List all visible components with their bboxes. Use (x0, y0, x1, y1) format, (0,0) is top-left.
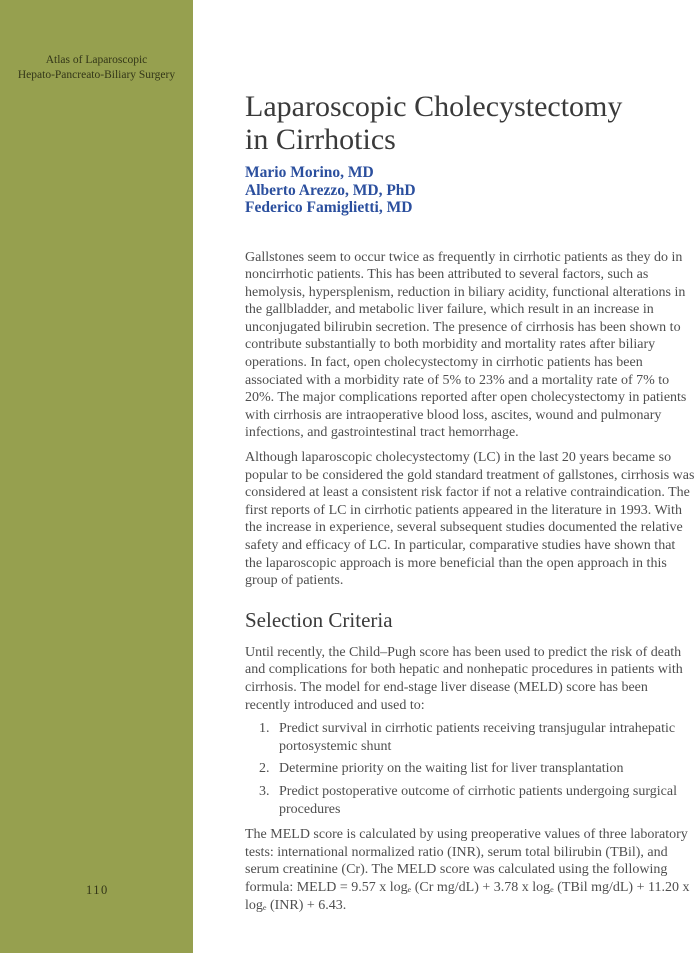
list-item-number: 2. (259, 761, 270, 777)
book-series-title-line2: Hepato-Pancreato-Biliary Surgery (17, 68, 176, 81)
list-item-number: 1. (259, 721, 270, 737)
list-item-text: Determine priority on the waiting list for liver transplantation (279, 761, 624, 777)
list-item-number: 3. (259, 783, 270, 799)
book-series-title (8, 53, 185, 82)
book-series-title-line1: Atlas of Laparoscopic (45, 54, 148, 66)
meld-formula-paragraph: The MELD score is calculated by using preoperative values of three laboratory tests: international normalized ratio (INR), serum total bilirubin (TBil), and serum creatinine (Cr). The MELD score was calculated using the following formula: MELD = 9.57 x logₑ (Cr mg/dL) + 3.78 x logₑ (TBil mg/dL) + 11.20 x logₑ (INR) + 6.43. (245, 827, 690, 913)
author-name: Federico Famiglietti, MD (245, 199, 413, 216)
list-item (245, 720, 695, 755)
paragraph-gallstones: Gallstones seem to occur twice as frequently in cirrhotic patients as they do in noncirrhotic patients. This has been attributed to several factors, such as hemolysis, hypersplenism, reduction in biliary acidity, functional alterations in the gallbladder, and metabolic liver failure, which result in an increase in unconjugated bilirubin secretion. The presence of cirrhosis has been shown to contribute substantially to both morbidity and mortality rates after biliary operations. In fact, open cholecystectomy in cirrhotic patients has been associated with a morbidity rate of 5% to 23% and a mortality rate of 7% to 20%. The major complications reported after open cholecystectomy in patients with cirrhosis are intraoperative blood loss, ascites, wound and pulmonary infections, and gastrointestinal tract hemorrhage. (245, 249, 687, 441)
section-heading-selection-criteria: Selection Criteria (245, 607, 393, 632)
section-intro-paragraph: Until recently, the Child–Pugh score has been used to predict the risk of death and complications for both hepatic and nonhepatic procedures in patients with cirrhosis. The model for end-stage liver disease (MELD) score has been recently introduced and used to: (245, 644, 683, 713)
list-item (245, 760, 695, 778)
list-item-text: Predict survival in cirrhotic patients receiving transjugular intrahepatic portosystemic shunt (279, 721, 676, 754)
chapter-body (245, 249, 695, 915)
chapter-title-line2: in Cirrhotics (245, 123, 396, 156)
author-byline (245, 164, 695, 217)
list-item-text: Predict postoperative outcome of cirrhotic patients undergoing surgical procedures (279, 783, 677, 817)
page-number: 110 (86, 883, 109, 897)
chapter-title-line1: Laparoscopic Cholecystectomy (245, 90, 623, 123)
author-name: Mario Morino, MD (245, 164, 374, 181)
paragraph-lc-history: Although laparoscopic cholecystectomy (LC) in the last 20 years became so popular to be considered the gold standard treatment of gallstones, cirrhosis was considered at least a consistent risk factor if not a relative contraindication. The first reports of LC in cirrhotic patients appeared in the literature in 1993. With the increase in experience, several subsequent studies documented the relative safety and efficacy of LC. In particular, comparative studies have shown that the laparoscopic approach is more beneficial than the open approach in this group of patients. (245, 450, 695, 589)
author-name: Alberto Arezzo, MD, PhD (245, 181, 416, 199)
chapter-title (245, 0, 695, 156)
sidebar-panel (0, 0, 193, 953)
meld-uses-list (245, 720, 695, 818)
list-item (245, 783, 695, 818)
chapter-content (245, 0, 695, 914)
